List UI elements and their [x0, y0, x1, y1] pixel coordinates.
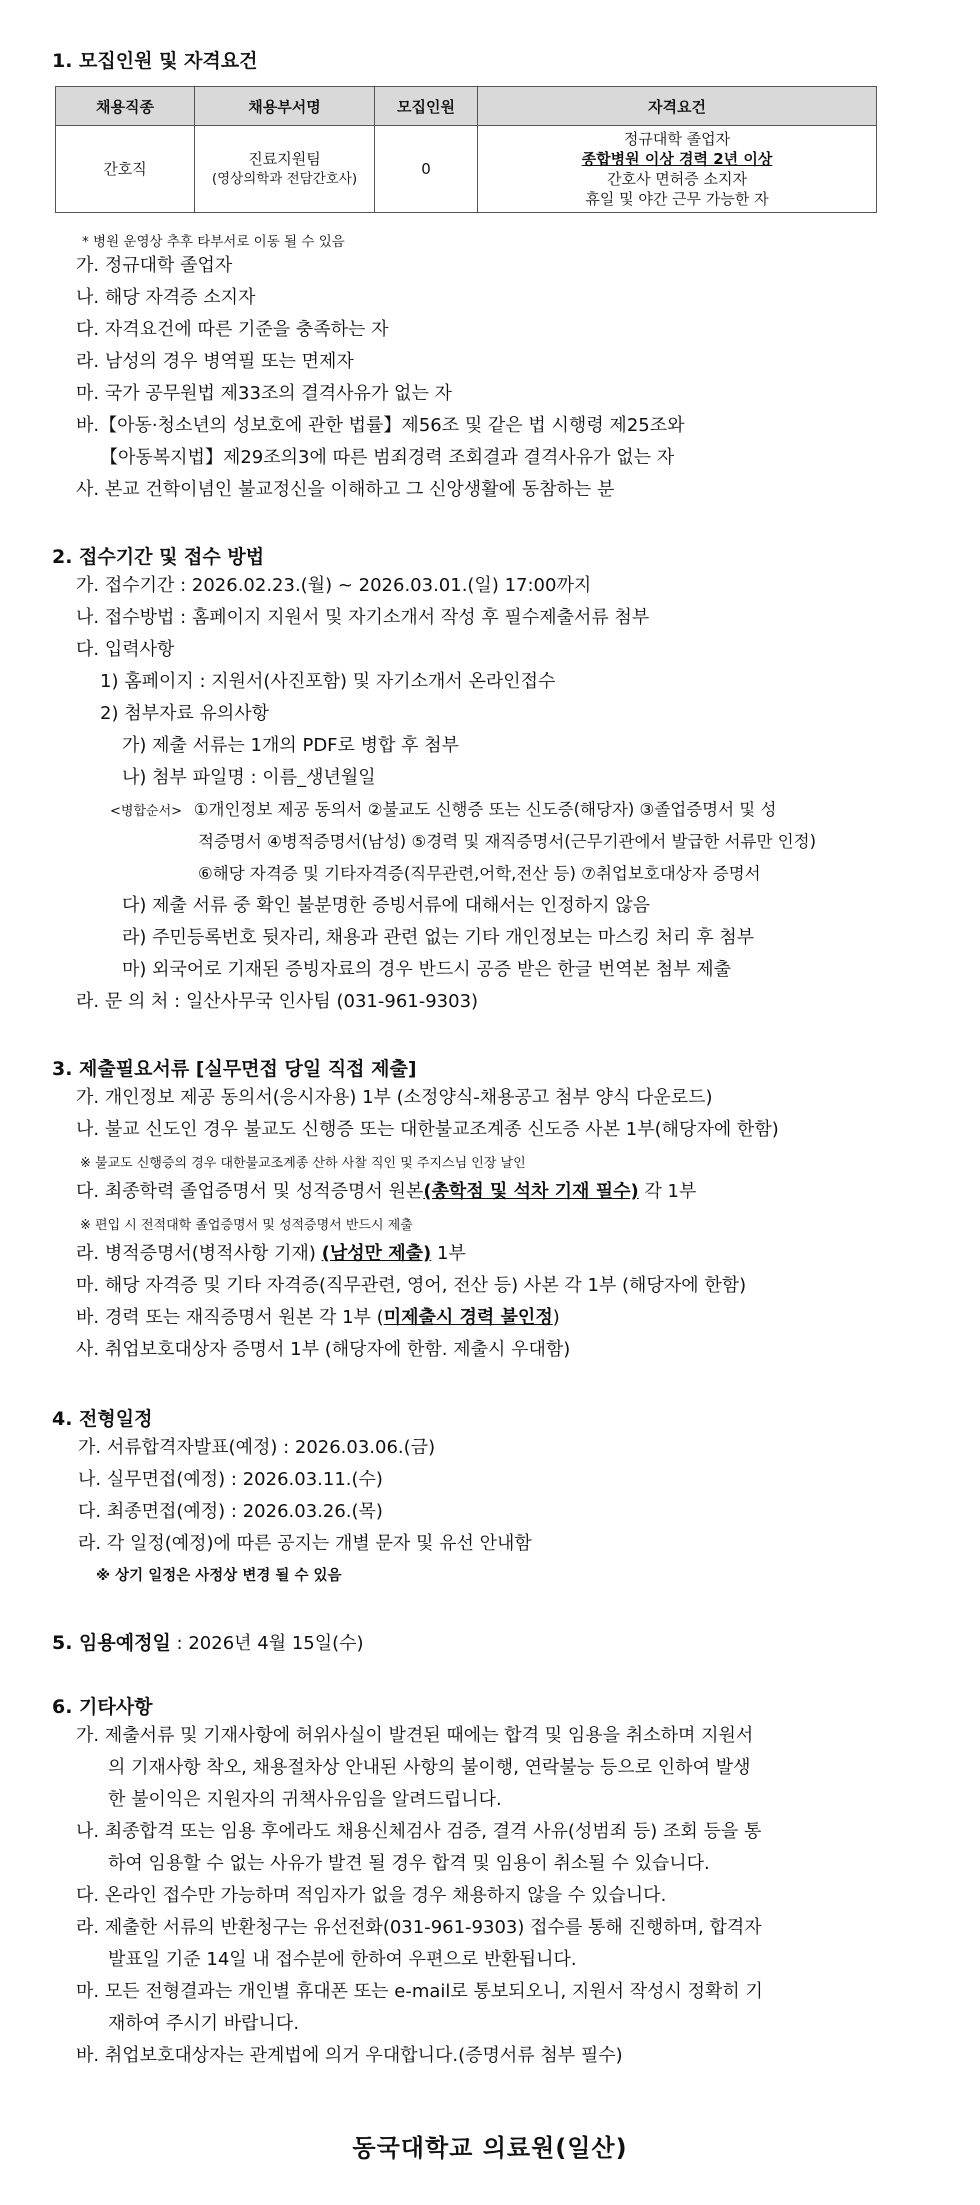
s2-contact: 라. 문 의 처 : 일산사무국 인사팀 (031-961-9303) — [76, 991, 479, 1012]
s3-item-f — [76, 1306, 560, 1330]
s3-item-g: 사. 취업보호대상자 증명서 1부 (해당자에 한함. 제출시 우대함) — [76, 1339, 571, 1360]
s3-item-c-text: 다. 최종학력 졸업증명서 및 성적증명서 원본 — [76, 1181, 424, 1202]
req-line-4: 휴일 및 야간 근무 가능한 자 — [585, 190, 769, 208]
s6-item-b-1: 나. 최종합격 또는 임용 후에라도 채용신체검사 검증, 결격 사유(성범죄 등) 조회 등을 통 — [76, 1821, 762, 1842]
s1-item-f: 바.【아동·청소년의 성보호에 관한 법률】제56조 및 같은 법 시행령 제25조와 — [76, 415, 685, 436]
issuer-name: 동국대학교 의료원(일산) — [352, 2134, 628, 2162]
s6-item-e-1: 마. 모든 전형결과는 개인별 휴대폰 또는 e-mail로 통보되오니, 지원서 작성시 정확히 기 — [76, 1981, 763, 2002]
s4-item-d: 라. 각 일정(예정)에 따른 공지는 개별 문자 및 유선 안내함 — [78, 1533, 532, 1554]
s2-note-a: 가) 제출 서류는 1개의 PDF로 병합 후 첨부 — [122, 735, 460, 756]
s3-item-c-suffix: 각 1부 — [638, 1181, 697, 1202]
req-line-1: 정규대학 졸업자 — [623, 130, 731, 148]
s3-item-b: 나. 불교 신도인 경우 불교도 신행증 또는 대한불교조계종 신도증 사본 1부(해당자에 한함) — [76, 1119, 779, 1140]
section-5 — [52, 1628, 364, 1655]
cell-requirements — [478, 126, 877, 213]
merge-order-3: ⑥해당 자격증 및 기타자격증(직무관련,어학,전산 등) ⑦취업보호대상자 증명서 — [198, 864, 761, 883]
s6-item-d-1: 라. 제출한 서류의 반환청구는 유선전화(031-961-9303) 접수를 통해 진행하며, 합격자 — [76, 1917, 762, 1938]
cell-job: 간호직 — [56, 126, 195, 213]
s2-merge-order — [110, 798, 776, 824]
section-6-title: 6. 기타사항 — [52, 1696, 153, 1718]
table-header-row — [56, 87, 877, 126]
merge-order-label: <병합순서> — [110, 804, 183, 819]
s2-input: 다. 입력사항 — [76, 639, 175, 660]
s1-item-g: 사. 본교 건학이념인 불교정신을 이해하고 그 신앙생활에 동참하는 분 — [76, 479, 615, 500]
header-dept: 채용부서명 — [195, 87, 375, 126]
s1-item-c: 다. 자격요건에 따른 기준을 충족하는 자 — [76, 319, 389, 340]
s2-note-e: 라) 주민등록번호 뒷자리, 채용과 관련 없는 기타 개인정보는 마스킹 처리 후 첨부 — [122, 927, 755, 948]
s2-note-d: 다) 제출 서류 중 확인 불분명한 증빙서류에 대해서는 인정하지 않음 — [122, 895, 650, 916]
header-count: 모집인원 — [375, 87, 478, 126]
s2-period: 가. 접수기간 : 2026.02.23.(월) ~ 2026.03.01.(일) 17:00까지 — [76, 575, 592, 596]
s2-method: 나. 접수방법 : 홈페이지 지원서 및 자기소개서 작성 후 필수제출서류 첨부 — [76, 607, 650, 628]
table-row — [56, 126, 877, 213]
merge-order-1: ①개인정보 제공 동의서 ②불교도 신행증 또는 신도증(해당자) ③졸업증명서 및 성 — [193, 800, 777, 819]
s3-item-d-emphasis: (남성만 제출) — [321, 1243, 432, 1264]
s1-item-f-cont: 【아동복지법】제29조의3에 따른 범죄경력 조회결과 결격사유가 없는 자 — [100, 447, 675, 468]
section-5-title: 5. 임용예정일 — [52, 1632, 171, 1654]
dept-sub: (영상의학과 전담간호사) — [211, 171, 358, 187]
section-2-title: 2. 접수기간 및 접수 방법 — [52, 546, 265, 568]
req-line-2: 종합병원 이상 경력 2년 이상 — [581, 150, 773, 168]
s3-item-f-emphasis: 미제출시 경력 불인정 — [383, 1307, 553, 1328]
s6-item-a-2: 의 기재사항 착오, 채용절차상 안내된 사항의 불이행, 연락불능 등으로 인하여 발생 — [108, 1757, 751, 1778]
s3-item-c-emphasis: (총학점 및 석차 기재 필수) — [423, 1181, 639, 1202]
section-4-title: 4. 전형일정 — [52, 1408, 153, 1430]
s6-item-a-1: 가. 제출서류 및 기재사항에 허위사실이 발견된 때에는 합격 및 임용을 취소하며 지원서 — [76, 1725, 754, 1746]
s1-item-a: 가. 정규대학 졸업자 — [76, 255, 233, 276]
s1-item-b: 나. 해당 자격증 소지자 — [76, 287, 256, 308]
cell-count: 0 — [375, 126, 478, 213]
s3-item-c — [76, 1180, 696, 1204]
s3-item-d-suffix: 1부 — [431, 1243, 466, 1264]
req-line-3: 간호사 면허증 소지자 — [607, 170, 747, 188]
s6-item-e-2: 재하여 주시기 바랍니다. — [108, 2013, 300, 2034]
s2-note-b: 나) 첨부 파일명 : 이름_생년월일 — [122, 767, 376, 788]
s3-item-d — [76, 1242, 466, 1266]
s3-item-a: 가. 개인정보 제공 동의서(응시자용) 1부 (소정양식-채용공고 첨부 양식 다운로드) — [76, 1087, 713, 1108]
s3-item-d-text: 라. 병적증명서(병적사항 기재) — [76, 1243, 322, 1264]
appointment-date: : 2026년 4월 15일(수) — [170, 1633, 364, 1654]
s2-note-f: 마) 외국어로 기재된 증빙자료의 경우 반드시 공증 받은 한글 번역본 첨부 제출 — [122, 959, 731, 980]
s3-item-f-suffix: ) — [552, 1307, 560, 1328]
s6-item-b-2: 하여 임용할 수 없는 사유가 발견 될 경우 합격 및 임용이 취소될 수 있습니다. — [108, 1853, 710, 1874]
s2-input-1: 1) 홈페이지 : 지원서(사진포함) 및 자기소개서 온라인접수 — [100, 671, 556, 692]
section-1-title: 1. 모집인원 및 자격요건 — [52, 50, 258, 72]
s3-item-f-text: 바. 경력 또는 재직증명서 원본 각 1부 ( — [76, 1307, 384, 1328]
s4-item-c: 다. 최종면접(예정) : 2026.03.26.(목) — [78, 1501, 383, 1522]
header-job: 채용직종 — [56, 87, 195, 126]
s4-item-b: 나. 실무면접(예정) : 2026.03.11.(수) — [78, 1469, 383, 1490]
cell-dept — [195, 126, 375, 213]
header-requirements: 자격요건 — [478, 87, 877, 126]
s6-item-f: 바. 취업보호대상자는 관계법에 의거 우대합니다.(증명서류 첨부 필수) — [76, 2045, 623, 2066]
s1-item-e: 마. 국가 공무원법 제33조의 결격사유가 없는 자 — [76, 383, 452, 404]
requirements-table — [55, 86, 877, 213]
dept-name: 진료지원팀 — [248, 150, 321, 168]
merge-order-2: 적증명서 ④병적증명서(남성) ⑤경력 및 재직증명서(근무기관에서 발급한 서류만 인정) — [198, 832, 817, 851]
s6-item-c: 다. 온라인 접수만 가능하며 적임자가 없을 경우 채용하지 않을 수 있습니다. — [76, 1885, 667, 1906]
s6-item-d-2: 발표일 기준 14일 내 접수분에 한하여 우편으로 반환됩니다. — [108, 1949, 577, 1970]
s3-note-c: ※ 편입 시 전적대학 졸업증명서 및 성적증명서 반드시 제출 — [80, 1218, 413, 1233]
s6-item-a-3: 한 불이익은 지원자의 귀책사유임을 알려드립니다. — [108, 1789, 502, 1810]
s3-note-b: ※ 불교도 신행증의 경우 대한불교조계종 산하 사찰 직인 및 주지스님 인장 날인 — [80, 1156, 526, 1171]
s1-item-d: 라. 남성의 경우 병역필 또는 면제자 — [76, 351, 354, 372]
section-3-title: 3. 제출필요서류 [실무면접 당일 직접 제출] — [52, 1058, 417, 1080]
s1-note: * 병원 운영상 추후 타부서로 이동 될 수 있음 — [82, 234, 345, 250]
s3-item-e: 마. 해당 자격증 및 기타 자격증(직무관련, 영어, 전산 등) 사본 각 1부 (해당자에 한함) — [76, 1275, 747, 1296]
s4-item-a: 가. 서류합격자발표(예정) : 2026.03.06.(금) — [78, 1437, 436, 1458]
s2-input-2: 2) 첨부자료 유의사항 — [100, 703, 270, 724]
s4-note: ※ 상기 일정은 사정상 변경 될 수 있음 — [96, 1568, 342, 1584]
